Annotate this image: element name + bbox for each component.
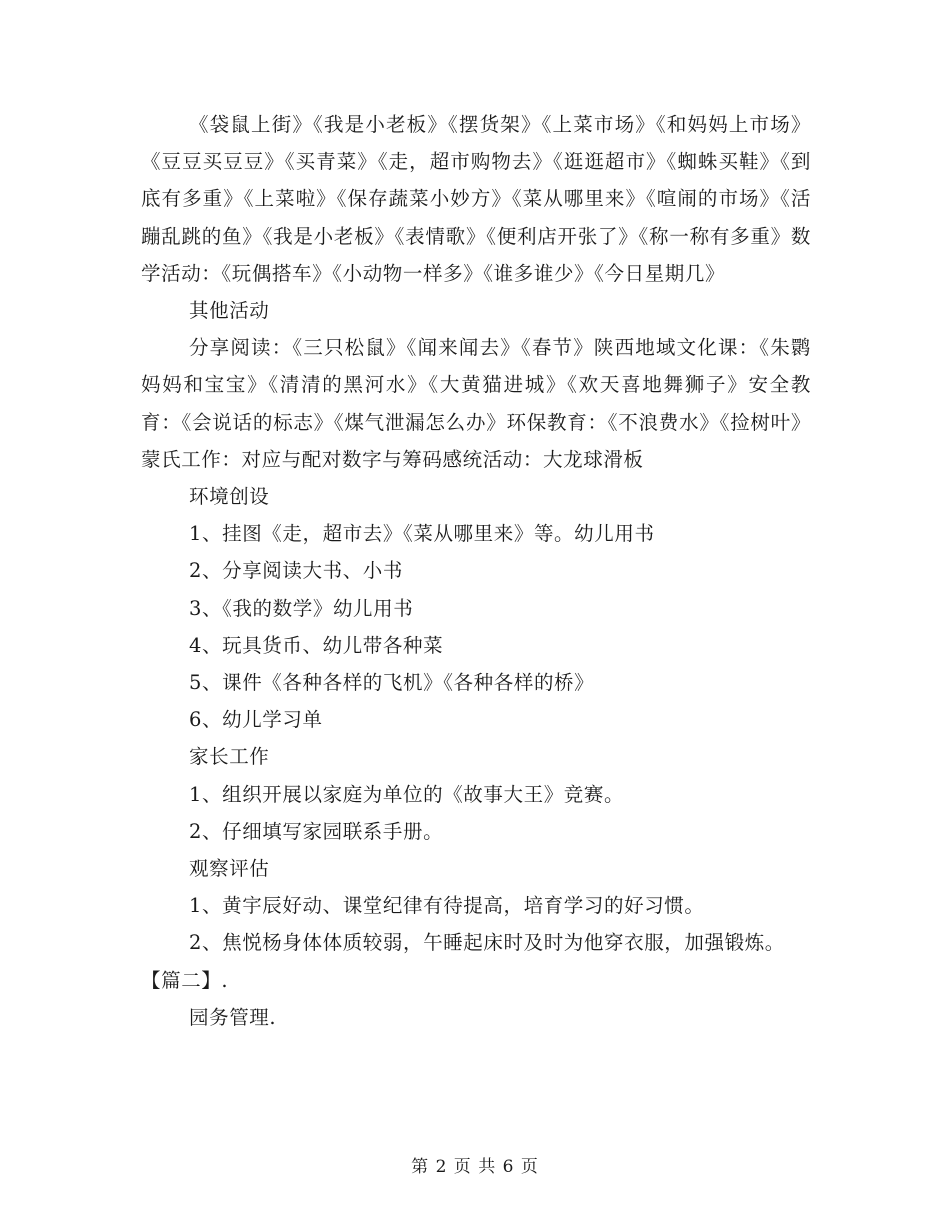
heading-admin: 园务管理. bbox=[189, 1005, 277, 1029]
heading-parent-work: 家长工作 bbox=[189, 745, 270, 769]
document-body bbox=[141, 106, 811, 1036]
page-number: 第 2 页 共 6 页 bbox=[411, 1157, 539, 1177]
list-item-observation-2: 2、焦悦杨身体体质较弱，午睡起床时及时为他穿衣服，加强锻炼。 bbox=[189, 931, 785, 955]
paragraph-other-activities: 分享阅读：《三只松鼠》《闻来闻去》《春节》陕西地域文化课：《朱鹮妈妈和宝宝》《清清的黑河水》《大黄猫进城》《欢天喜地舞狮子》安全教育：《会说话的标志》《煤气泄漏怎么办》环保教育：《不浪费水》《捡树叶》蒙氏工作：对应与配对数字与筹码感统活动：大龙球滑板 bbox=[141, 336, 811, 471]
list-item-observation-1: 1、黄宇辰好动、课堂纪律有待提高，培育学习的好习惯。 bbox=[189, 894, 705, 918]
list-item-parent-2: 2、仔细填写家园联系手册。 bbox=[189, 819, 444, 843]
heading-observation: 观察评估 bbox=[189, 857, 270, 881]
list-item-environment-2: 2、分享阅读大书、小书 bbox=[189, 559, 404, 583]
heading-other-activities: 其他活动 bbox=[189, 299, 270, 323]
heading-environment: 环境创设 bbox=[189, 485, 270, 509]
section-heading-part-two: 【篇二】. bbox=[141, 968, 229, 992]
list-item-environment-3: 3、《我的数学》幼儿用书 bbox=[189, 596, 414, 620]
paragraph-activity-list: 《袋鼠上街》《我是小老板》《摆货架》《上菜市场》《和妈妈上市场》《豆豆买豆豆》《买青菜》《走，超市购物去》《逛逛超市》《蜘蛛买鞋》《到底有多重》《上菜啦》《保存蔬菜小妙方》《菜从哪里来》《喧闹的市场》《活蹦乱跳的鱼》《我是小老板》《表情歌》《便利店开张了》《称一称有多重》数学活动：《玩偶搭车》《小动物一样多》《谁多谁少》《今日星期几》 bbox=[141, 113, 811, 285]
list-item-environment-4: 4、玩具货币、幼儿带各种菜 bbox=[189, 633, 444, 657]
list-item-parent-1: 1、组织开展以家庭为单位的《故事大王》竞赛。 bbox=[189, 782, 625, 806]
list-item-environment-6: 6、幼儿学习单 bbox=[189, 708, 323, 732]
list-item-environment-5: 5、课件《各种各样的飞机》《各种各样的桥》 bbox=[189, 671, 595, 695]
list-item-environment-1: 1、挂图《走，超市去》《菜从哪里来》等。幼儿用书 bbox=[189, 522, 655, 546]
